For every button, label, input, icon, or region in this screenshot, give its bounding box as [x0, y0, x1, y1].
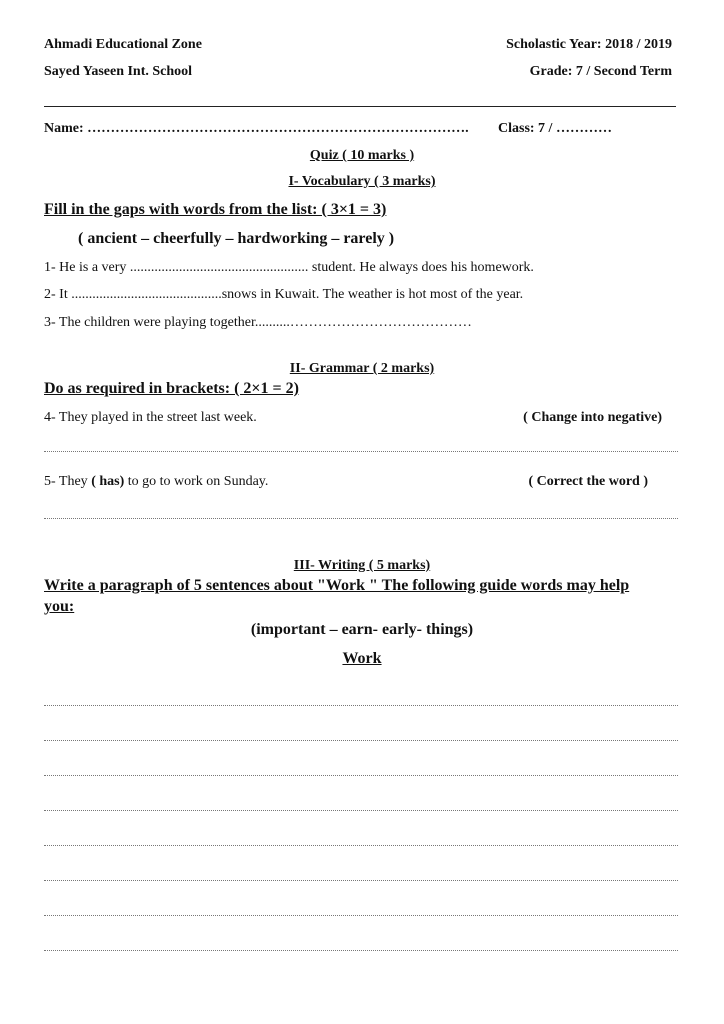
writing-line-4[interactable] — [44, 810, 678, 811]
question-4: 4- They played in the street last week. — [44, 410, 257, 425]
question-5 — [44, 474, 268, 490]
writing-instruction-line-1: Write a paragraph of 5 sentences about "Work " The following guide words may help — [44, 577, 630, 594]
class-field[interactable]: Class: 7 / ………… — [498, 121, 612, 136]
question-5-bold-word: ( has) — [91, 474, 125, 489]
writing-line-5[interactable] — [44, 845, 678, 846]
answer-line-4[interactable] — [44, 451, 678, 452]
question-4-task: ( Change into negative) — [523, 410, 662, 425]
quiz-title: Quiz ( 10 marks ) — [309, 148, 415, 163]
scholastic-year: Scholastic Year: 2018 / 2019 — [506, 37, 672, 52]
grammar-instruction: Do as required in brackets: ( 2×1 = 2) — [44, 380, 299, 397]
writing-line-6[interactable] — [44, 880, 678, 881]
writing-line-8[interactable] — [44, 950, 678, 951]
writing-topic: Work — [342, 650, 382, 667]
answer-line-5[interactable] — [44, 518, 678, 519]
grade-term: Grade: 7 / Second Term — [529, 64, 672, 79]
writing-instruction-line-2: you: — [44, 598, 75, 615]
guide-words: (important – earn- early- things) — [250, 621, 474, 638]
question-2: 2- It ...........................................snows in Kuwait. The weather is hot most of the year. — [44, 287, 524, 302]
writing-heading: III- Writing ( 5 marks) — [293, 558, 431, 573]
school-name: Sayed Yaseen Int. School — [44, 64, 193, 79]
grammar-heading: II- Grammar ( 2 marks) — [289, 361, 435, 376]
zone-name: Ahmadi Educational Zone — [44, 37, 202, 52]
question-3: 3- The children were playing together..........………………………………… — [44, 315, 472, 330]
question-5-suffix: to go to work on Sunday. — [124, 474, 269, 489]
question-5-task: ( Correct the word ) — [528, 474, 648, 489]
vocabulary-word-list: ( ancient – cheerfully – hardworking – rarely ) — [78, 230, 395, 247]
question-5-prefix: 5- They — [44, 474, 92, 489]
question-1: 1- He is a very ................................................... student. He always does his homework. — [44, 260, 534, 275]
writing-line-7[interactable] — [44, 915, 678, 916]
writing-line-1[interactable] — [44, 705, 678, 706]
writing-line-3[interactable] — [44, 775, 678, 776]
vocabulary-heading: I- Vocabulary ( 3 marks) — [288, 174, 436, 189]
writing-line-2[interactable] — [44, 740, 678, 741]
name-field[interactable]: Name: ………………………………………………………………………. — [44, 121, 469, 136]
header-divider — [44, 106, 676, 107]
vocabulary-instruction: Fill in the gaps with words from the list: ( 3×1 = 3) — [44, 201, 387, 218]
